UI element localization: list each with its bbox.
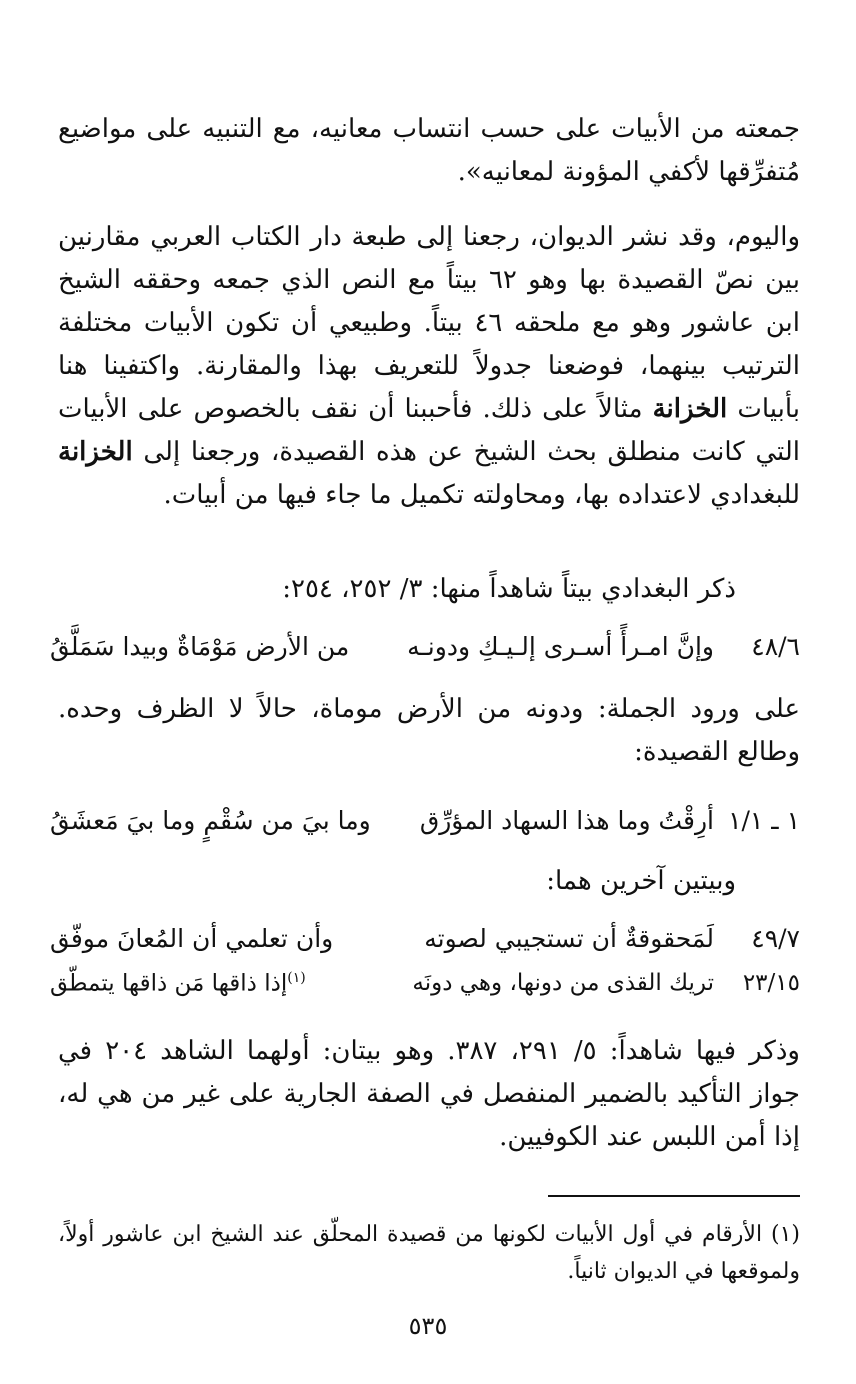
- bold-term: الخزانة: [652, 394, 728, 424]
- bold-term: الخزانة: [58, 437, 133, 467]
- verse-number: ٤٩/٧: [751, 924, 800, 953]
- footnote-marker: (١): [287, 970, 306, 986]
- verse-first-hemistich: تريك القذى من دونها، وهي دونَه: [412, 970, 714, 996]
- paragraph-intro-end: جمعته من الأبيات على حسب انتساب معانيه، مع التنبيه على مواضيع مُتفرِّقها لأكفي المؤونة لمعانيه».: [58, 114, 800, 187]
- verse-first-hemistich: وإنَّ امـرأً أسـرى إلـيـكِ ودونـه: [407, 632, 714, 661]
- paragraph-text: واليوم، وقد نشر الديوان، رجعنا إلى طبعة دار الكتاب العربي مقارنين بين نصّ القصيدة بها وهو ٦٢ بيتاً مع النص الذي جمعه وحققه الشيخ ابن عاشور وهو مع ملحقه ٤٦ بيتاً. وطبيعي أن تكون الأبيات مختلفة الترتيب بينهما، فوضعنا جدولاً للتعريف بهذا والمقارنة. واكتفينا هنا بأبيات: [58, 222, 800, 424]
- verse-line: [50, 632, 800, 676]
- verse-second-hemistich: وأن تعلمي أن المُعانَ موفّق: [50, 924, 334, 953]
- verse-second-hemistich: وما بيَ من سُقْمٍ وما بيَ مَعشَقُ: [50, 806, 371, 835]
- footnote: (١) الأرقام في أول الأبيات لكونها من قصيدة المحلّق عند الشيخ ابن عاشور أولاً، ولموقعها في الديوان ثانياً.: [58, 1222, 800, 1284]
- verse-second-hemistich: من الأرض مَوْمَاةٌ وبيدا سَمَلَّقُ: [50, 632, 350, 661]
- verse-second-hemistich: [50, 970, 306, 997]
- verse-line: [50, 924, 800, 968]
- footnote-separator: [548, 1195, 800, 1197]
- paragraph-method: [58, 216, 800, 517]
- paragraph-text: للبغدادي لاعتداده بها، ومحاولته تكميل ما جاء فيها من أبيات.: [163, 480, 800, 510]
- verse-first-hemistich: لَمَحقوقةٌ أن تستجيبي لصوته: [424, 924, 714, 953]
- verse-number: ٢٣/١٥: [742, 970, 800, 996]
- verse-text: إذا ذاقها مَن ذاقها يتمطّق: [50, 970, 288, 997]
- paragraph-commentary: على ورود الجملة: ودونه من الأرض موماة، حالاً لا الظرف وحده. وطالع القصيدة:: [58, 694, 800, 767]
- verse-number: ٤٨/٦: [751, 632, 800, 661]
- verse-line: [50, 970, 800, 1014]
- paragraph-witness: وذكر فيها شاهداً: ٥/ ٢٩١، ٣٨٧. وهو بيتان: أولهما الشاهد ٢٠٤ في جواز التأكيد بالضمير المنفصل في الصفة الجارية على غير من هي له، إذا أمن اللبس عند الكوفيين.: [58, 1036, 800, 1152]
- verse-number: ١ ـ ١/١: [728, 806, 800, 835]
- paragraph-two-verses: وبيتين آخرين هما:: [546, 866, 736, 896]
- page-number: ٥٣٥: [408, 1312, 448, 1340]
- verse-line: [50, 806, 800, 850]
- paragraph-citation: ذكر البغدادي بيتاً شاهداً منها: ٣/ ٢٥٢، ٢٥٤:: [282, 574, 736, 604]
- paragraph-text: مثالاً على ذلك. فأحببنا أن نقف بالخصوص على الأبيات التي كانت منطلق بحث الشيخ عن هذه القصيدة، ورجعنا إلى: [58, 394, 800, 467]
- verse-first-hemistich: أرِقْتُ وما هذا السهاد المؤرِّق: [419, 806, 714, 835]
